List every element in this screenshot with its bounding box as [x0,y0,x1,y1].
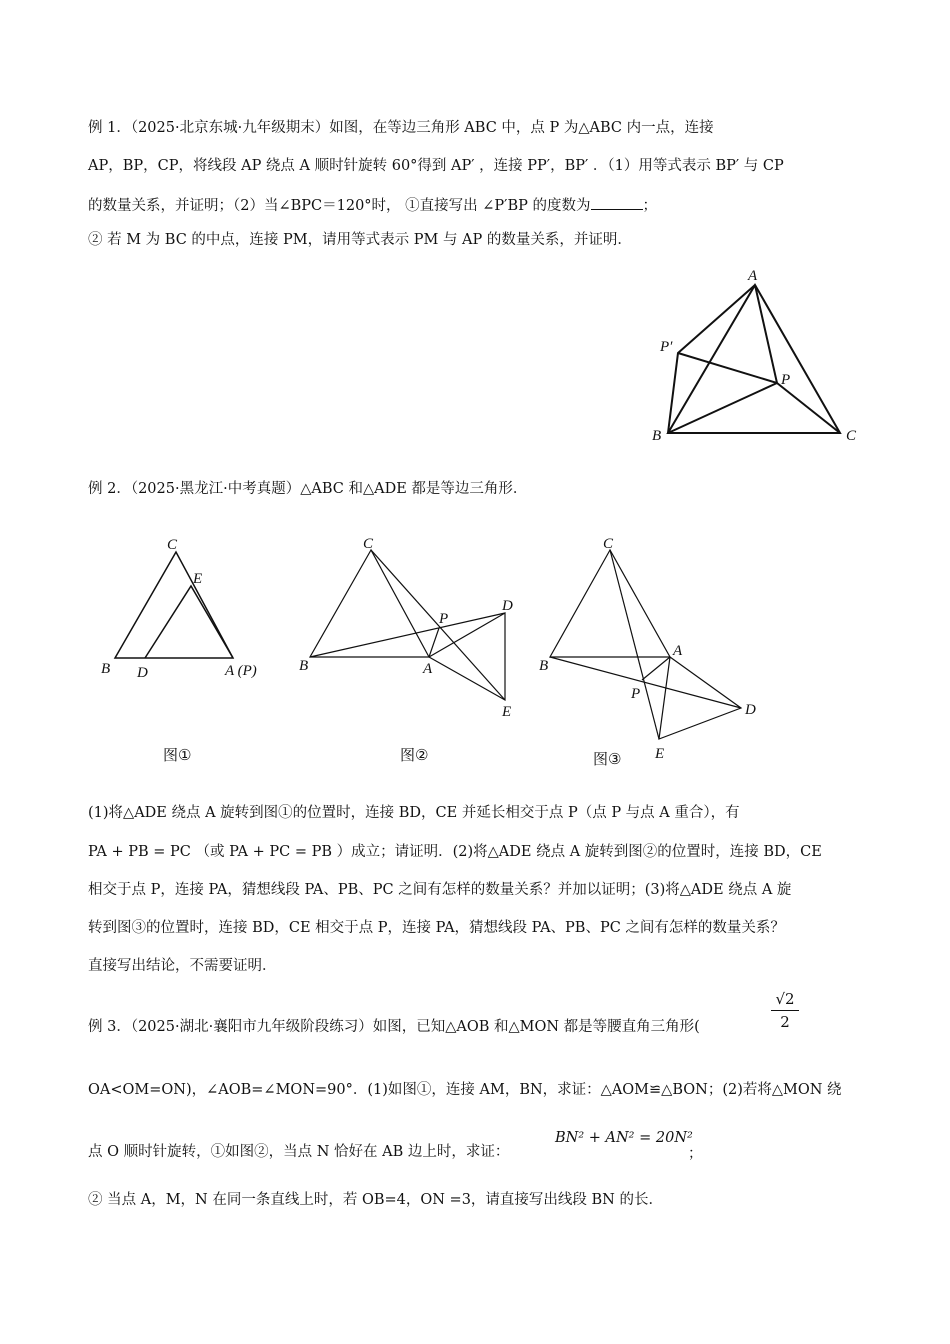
fig3-segment-pa [642,657,670,680]
ex3-line-3-end: ； [688,1146,703,1162]
fig3-triangle-abc [550,550,670,657]
ex2-figure-1 [95,530,280,690]
fraction-numerator: √2 [771,990,799,1011]
fig1-label-e: E [193,571,203,587]
ex2-line-1: 例 2．（2025·黑龙江·中考真题）△ABC 和△ADE 都是等边三角形． [88,481,528,497]
ex3-formula: BN² + AN² = 20N² [555,1130,693,1146]
answer-blank [591,195,643,210]
fig2-label-e: E [502,704,512,720]
label-p: P [781,372,791,388]
ex3-line-4: ② 当点 A，M，N 在同一条直线上时，若 OB=4，ON =3，请直接写出线段 BN 的长． [88,1192,663,1208]
fig3-segment-bd [550,657,741,708]
fraction-sqrt2-over-2 [771,990,799,1031]
fig3-label-b: B [539,658,549,674]
fig2-label-b: B [299,658,309,674]
ex1-line-1: 例 1．（2025·北京东城·九年级期末）如图，在等边三角形 ABC 中，点 P 为△ABC 内一点，连接 [88,120,714,136]
fig2-segment-bd [310,613,505,657]
fig3-triangle-ade [659,657,741,739]
ex1-line-3 [88,195,657,216]
fig1-label-b: B [101,661,111,677]
ex2-para-3: 相交于点 P，连接 PA，猜想线段 PA、PB、PC 之间有怎样的数量关系？并加以证明；(3)将△ADE 绕点 A 旋 [88,882,792,898]
ex1-line-2: AP，BP，CP，将线段 AP 绕点 A 顺时针旋转 60°得到 AP′ ，连接 PP′，BP′ ．（1）用等式表示 BP′ 与 CP [88,158,784,174]
ex3-line-2: OA<OM=ON)，∠AOB=∠MON=90°．(1)如图①，连接 AM，BN，求证：△AOM≌△BON；(2)若将△MON 绕 [88,1082,842,1098]
fig1-label-a-p: A (P) [225,663,257,679]
fig1-label-c: C [167,537,178,553]
fig3-label-a: A [673,643,683,659]
segment-pp1 [678,353,777,383]
ex2-para-5: 直接写出结论，不需要证明． [88,958,277,974]
segment-cp [777,383,840,433]
fig2-triangle-abc [310,550,429,657]
fig1-triangle-ade [145,586,233,658]
fig2-caption: 图② [400,746,429,764]
ex1-figure [640,260,880,450]
fig2-label-a: A [423,661,433,677]
ex1-line-4: ② 若 M 为 BC 的中点，连接 PM，请用等式表示 PM 与 AP 的数量关系，并证明． [88,232,632,248]
label-a: A [748,268,758,284]
ex2-figure-3 [535,530,770,770]
ex2-figure-2 [295,530,530,725]
fig2-label-d: D [502,598,513,614]
ex2-para-2: PA + PB = PC （或 PA + PC = PB ）成立；请证明．(2)将△ADE 绕点 A 旋转到图②的位置时，连接 BD，CE [88,844,822,860]
ex3-line-1: 例 3．（2025·湖北·襄阳市九年级阶段练习）如图，已知△AOB 和△MON 都是等腰直角三角形( [88,1019,700,1035]
ex1-line-3-end: ； [642,198,657,214]
fig3-segment-ce [610,550,659,739]
ex2-para-4: 转到图③的位置时，连接 BD，CE 相交于点 P，连接 PA，猜想线段 PA、PB、PC 之间有怎样的数量关系？ [88,920,785,936]
fig3-caption: 图③ [593,750,622,768]
ex1-line-3-text: 的数量关系，并证明；（2）当∠BPC＝120°时， ①直接写出 ∠P′BP 的度数为 [88,198,591,214]
ex2-para-1: (1)将△ADE 绕点 A 旋转到图①的位置时，连接 BD，CE 并延长相交于点 P（点 P 与点 A 重合），有 [88,805,740,821]
fig3-label-e: E [655,746,665,762]
fig1-label-d: D [137,665,148,681]
segment-bp [668,383,777,433]
segment-ap [755,285,777,383]
triangle-abc [668,285,840,433]
fig1-caption: 图① [163,746,192,764]
fig2-label-p: P [439,611,449,627]
ex3-line-3: 点 O 顺时针旋转，①如图②，当点 N 恰好在 AB 边上时，求证： [88,1144,510,1160]
fig2-label-c: C [363,536,374,552]
fig3-label-d: D [745,702,756,718]
label-c: C [846,428,857,444]
label-p-prime: P′ [660,339,673,355]
label-b: B [652,428,662,444]
fig3-label-c: C [603,536,614,552]
fig1-triangle-abc [115,552,233,658]
fig3-label-p: P [631,686,641,702]
fraction-denominator: 2 [780,1013,790,1031]
